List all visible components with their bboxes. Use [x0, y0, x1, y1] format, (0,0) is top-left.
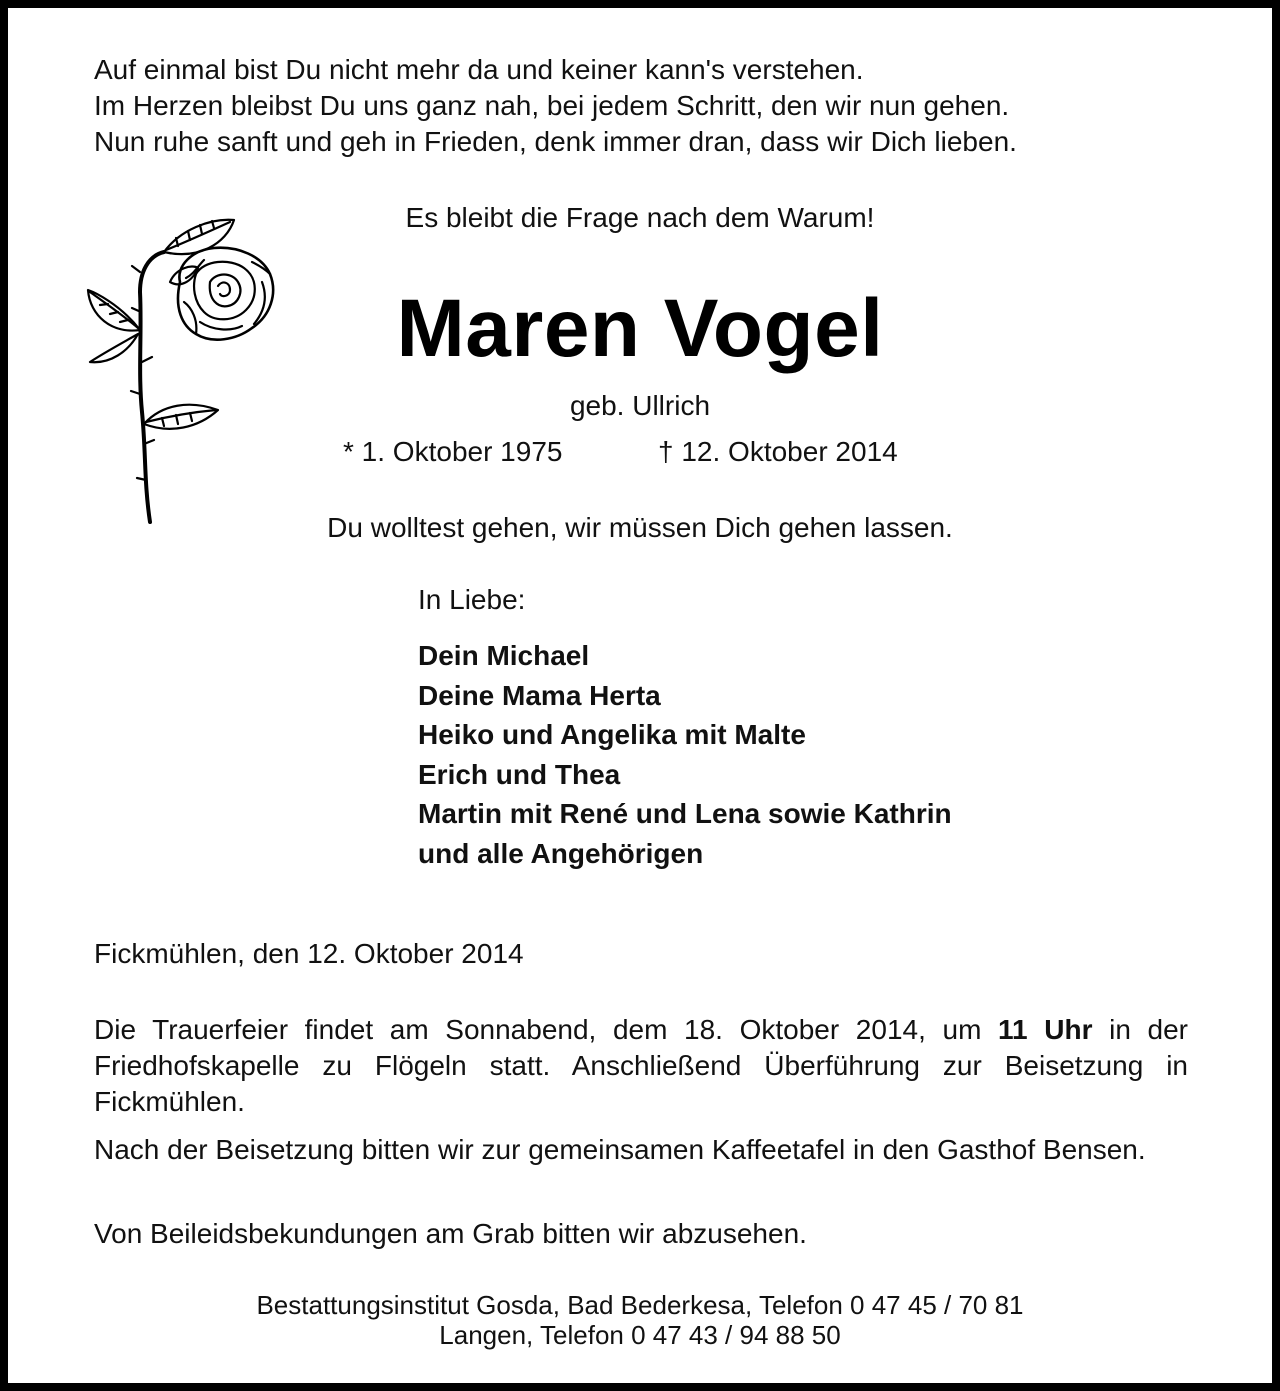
farewell-line: Du wolltest gehen, wir müssen Dich gehen lassen. [327, 512, 953, 543]
ceremony-text: in der Friedhofskapelle zu Flögeln statt. Anschließend Überführung zur Beisetzung in Fickmühlen. [94, 1014, 1188, 1117]
birth-name: geb. Ullrich [569, 390, 711, 421]
undertaker-line-1: Bestattungsinstitut Gosda, Bad Bederkesa, Telefon 0 47 45 / 70 81 [256, 1290, 1024, 1320]
poem-line: Auf einmal bist Du nicht mehr da und keiner kann's verstehen. [94, 54, 864, 85]
family-list [418, 636, 952, 873]
poem-line: Nun ruhe sanft und geh in Frieden, denk immer dran, dass wir Dich lieben. [94, 126, 1017, 157]
family-member: Martin mit René und Lena sowie Kathrin [418, 798, 952, 829]
in-love-label: In Liebe: [418, 584, 526, 615]
family-member: Dein Michael [418, 640, 590, 671]
ceremony-time: 11 Uhr [998, 1014, 1093, 1045]
family-member: Deine Mama Herta [418, 679, 661, 711]
ceremony-text: Die Trauerfeier findet am Sonnabend, dem 18. Oktober 2014, um [94, 1014, 999, 1045]
family-member: und alle Angehörigen [418, 837, 704, 869]
condolences-paragraph: Von Beileidsbekundungen am Grab bitten wir abzusehen. [94, 1218, 807, 1249]
birth-date: * 1. Oktober 1975 [343, 436, 563, 467]
coffee-paragraph: Nach der Beisetzung bitten wir zur gemeinsamen Kaffeetafel in den Gasthof Bensen. [94, 1134, 1146, 1165]
ceremony-paragraph [94, 1012, 1188, 1120]
poem-line: Im Herzen bleibst Du uns ganz nah, bei jedem Schritt, den wir nun gehen. [94, 90, 1010, 121]
poem [94, 52, 1017, 160]
undertaker-line-2: Langen, Telefon 0 47 43 / 94 88 50 [439, 1320, 841, 1350]
deceased-name: Maren Vogel [396, 283, 884, 374]
place-date: Fickmühlen, den 12. Oktober 2014 [94, 938, 524, 969]
family-member: Erich und Thea [418, 758, 621, 790]
death-date: † 12. Oktober 2014 [658, 436, 898, 467]
question-line: Es bleibt die Frage nach dem Warum! [405, 202, 875, 233]
family-member: Heiko und Angelika mit Malte [418, 719, 806, 750]
